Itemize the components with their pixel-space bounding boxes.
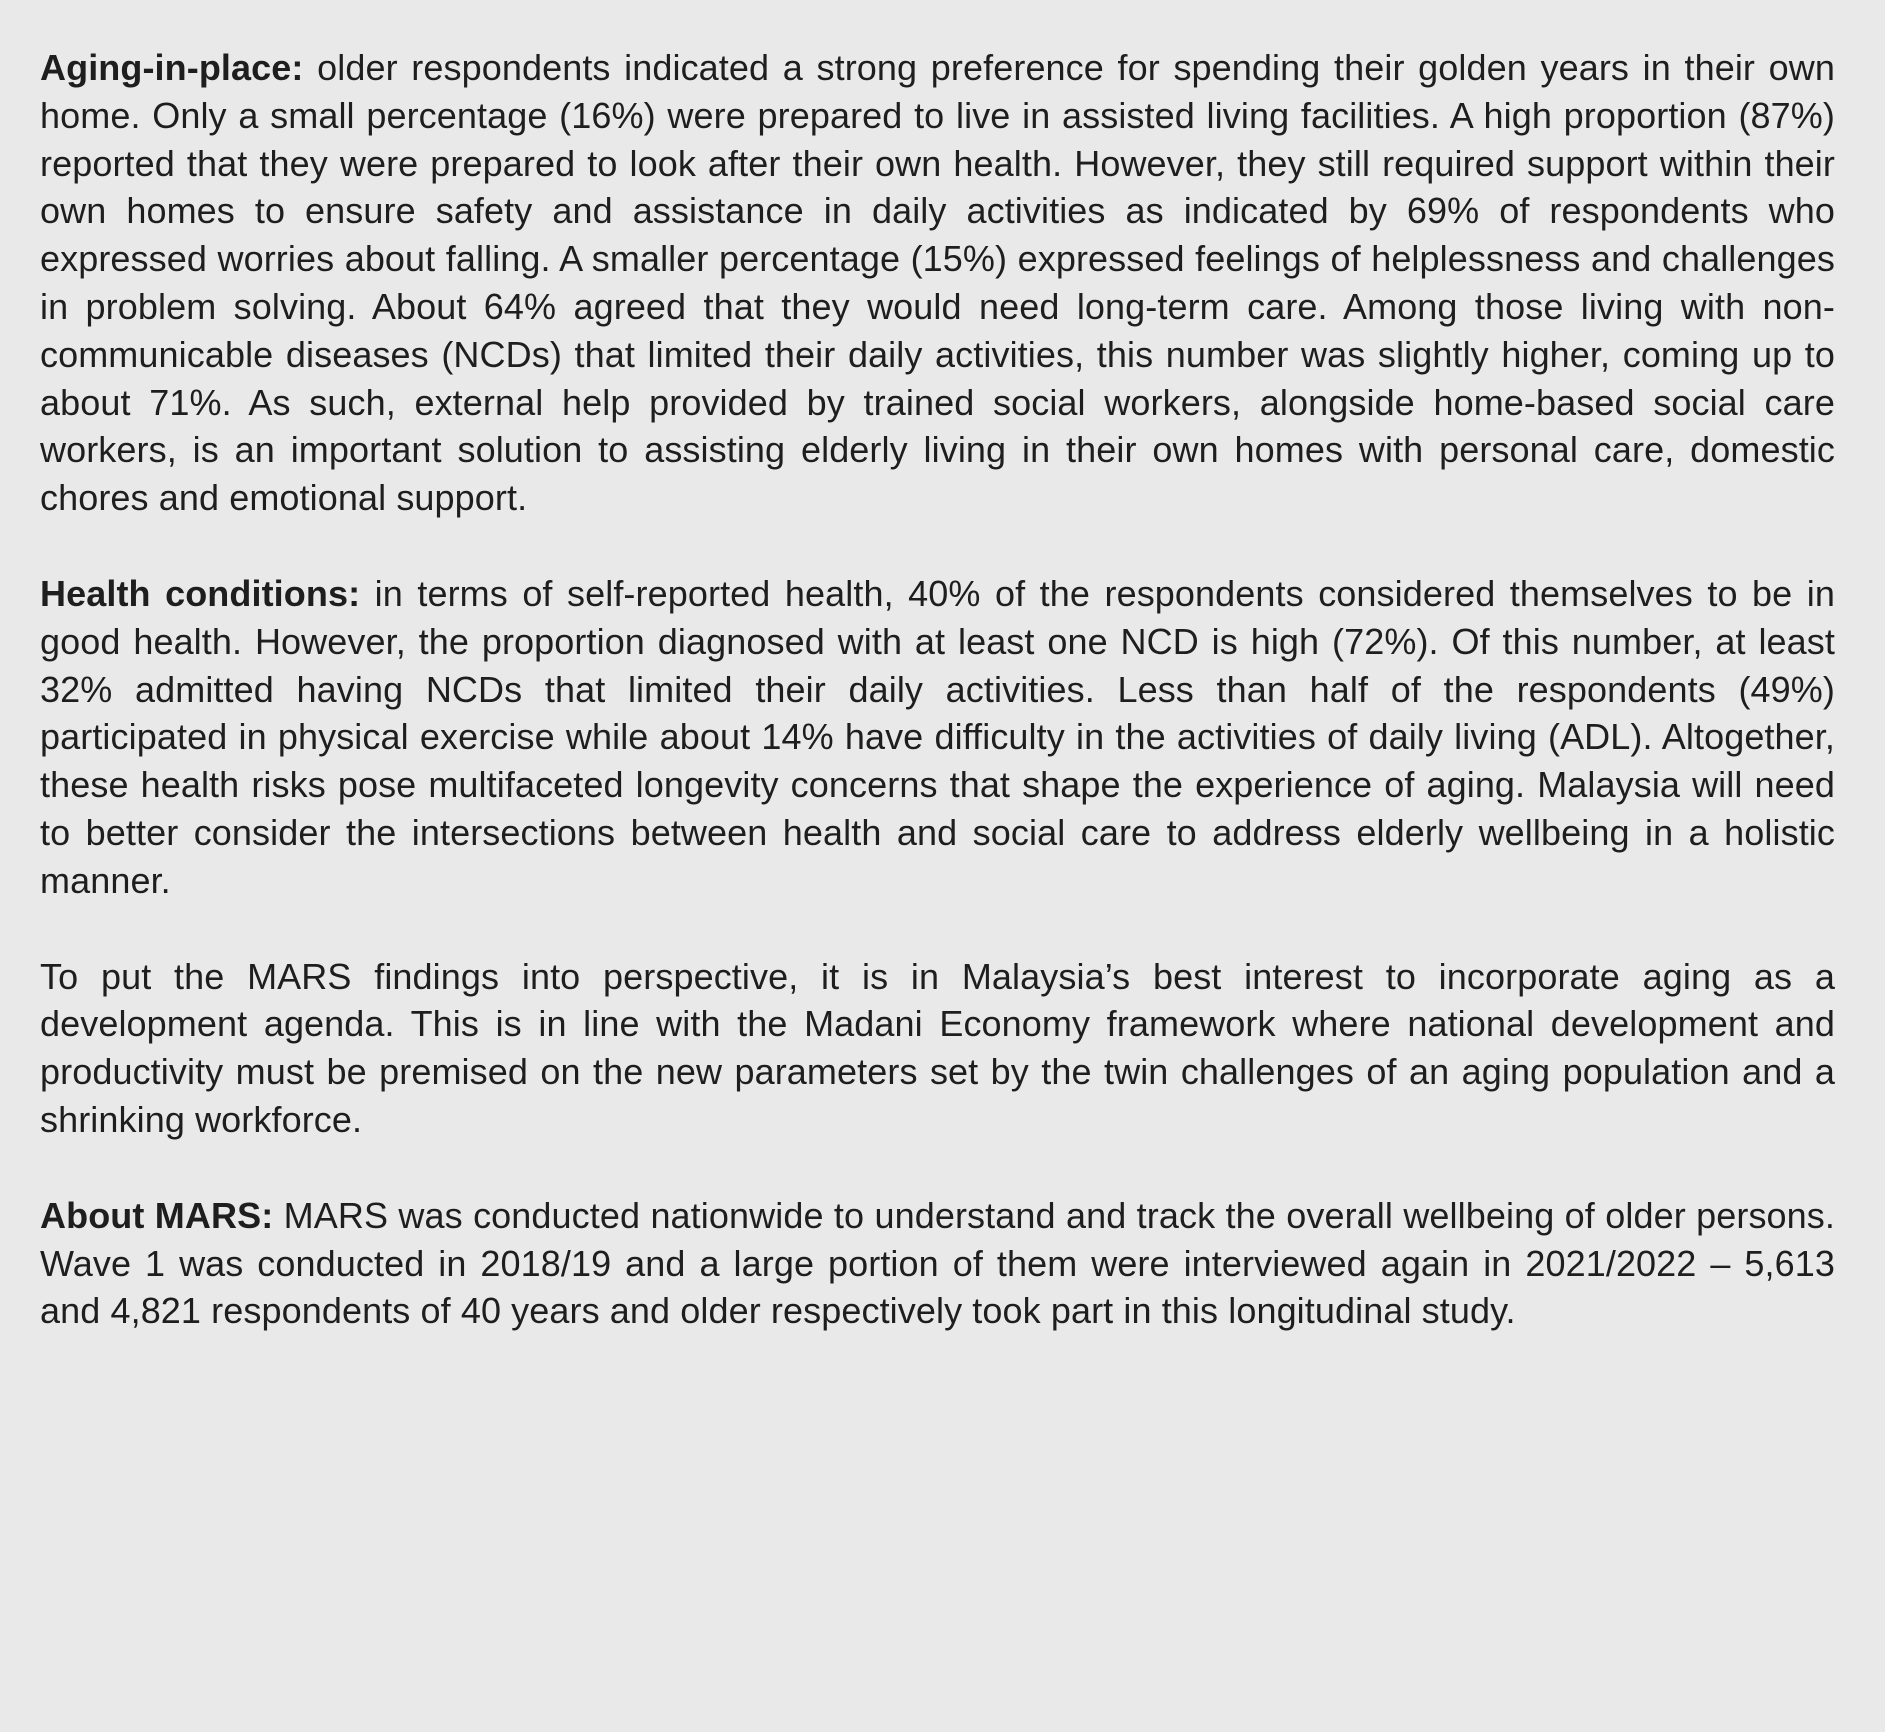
aging-in-place-body: older respondents indicated a strong preference for spending their golden years in their own home. Only a small percentage (16%) were prepared to live in assisted living facilities. A high proportion (87%) reported that they were prepared to look after their own health. However, they still required support within their own homes to ensure safety and assistance in daily activities as indicated by 69% of respondents who expressed worries about falling. A smaller percentage (15%) expressed feelings of helplessness and challenges in problem solving. About 64% agreed that they would need long-term care. Among those living with non-communicable diseases (NCDs) that limited their daily activities, this number was slightly higher, coming up to about 71%. As such, external help provided by trained social workers, alongside home-based social care workers, is an important solution to assisting elderly living in their own homes with personal care, domestic chores and emotional support. — [40, 47, 1835, 519]
health-conditions-heading: Health conditions: — [40, 572, 361, 614]
perspective-paragraph — [40, 953, 1835, 1144]
health-conditions-paragraph — [40, 570, 1835, 905]
about-mars-paragraph — [40, 1192, 1835, 1335]
about-mars-heading: About MARS: — [40, 1194, 274, 1236]
aging-in-place-paragraph — [40, 44, 1835, 522]
perspective-body: To put the MARS findings into perspective, it is in Malaysia’s best interest to incorporate aging as a development agenda. This is in line with the Madani Economy framework where national development and productivity must be premised on the new parameters set by the twin challenges of an aging population and a shrinking workforce. — [40, 955, 1835, 1140]
aging-in-place-heading: Aging-in-place: — [40, 47, 304, 88]
health-conditions-body: in terms of self-reported health, 40% of the respondents considered themselves to be in good health. However, the proportion diagnosed with at least one NCD is high (72%). Of this number, at least 32% admitted having NCDs that limited their daily activities. Less than half of the respondents (49%) participated in physical exercise while about 14% have difficulty in the activities of daily living (ADL). Altogether, these health risks pose multifaceted longevity concerns that shape the experience of aging. Malaysia will need to better consider the intersections between health and social care to address elderly wellbeing in a holistic manner. — [40, 572, 1835, 901]
about-mars-body: MARS was conducted nationwide to understand and track the overall wellbeing of older persons. Wave 1 was conducted in 2018/19 and a large portion of them were interviewed again in 2021/2022 – 5,613 and 4,821 respondents of 40 years and older respectively took part in this longitudinal study. — [40, 1194, 1836, 1332]
